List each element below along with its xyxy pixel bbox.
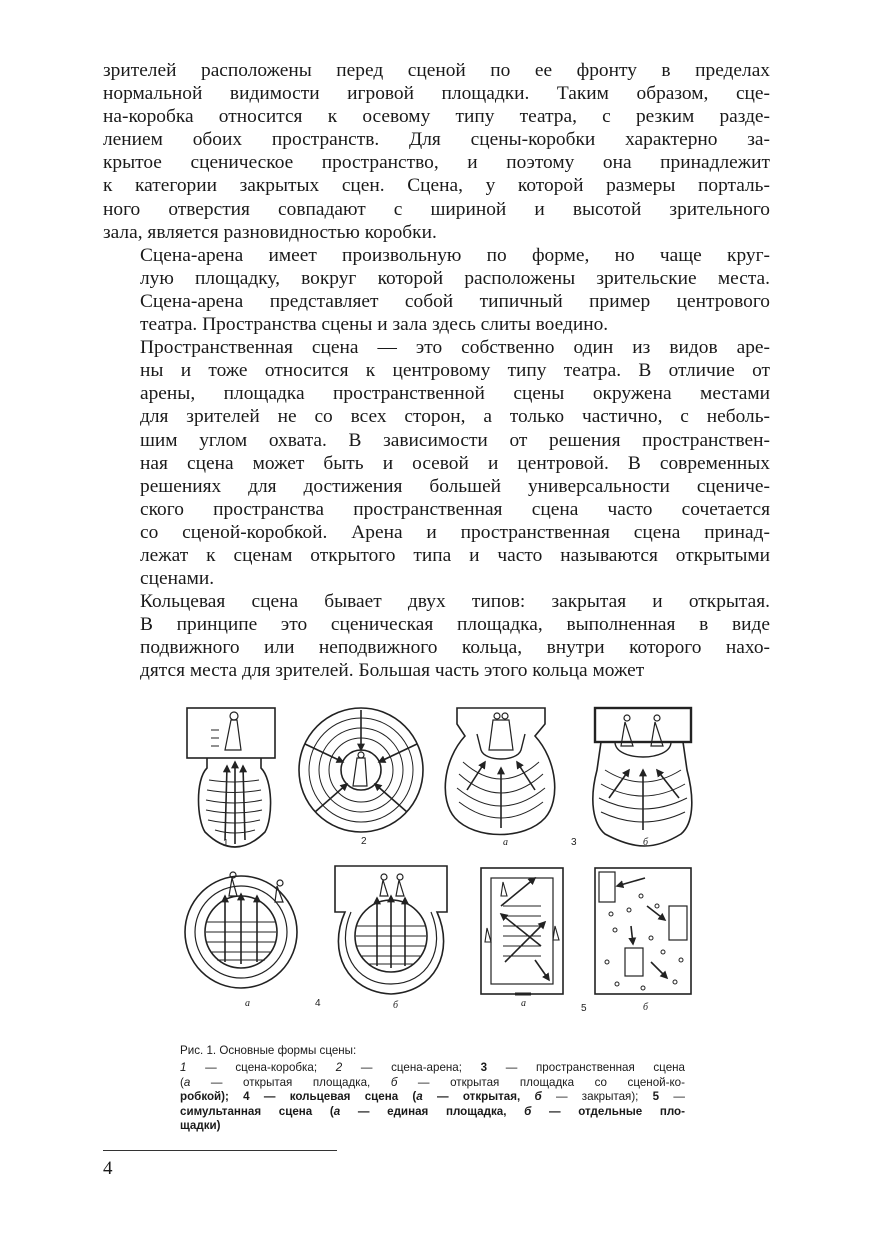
text-line: со сценой-коробкой. Арена и пространственная сцена принад- [140, 521, 770, 543]
text-line: к категории закрытых сцен. Сцена, у которой размеры порталь- [103, 175, 770, 197]
text-line: решениях для достижения большей универсальности сцениче- [140, 475, 770, 497]
paragraph-4 [103, 590, 770, 682]
paragraph-1 [103, 59, 770, 244]
label-diagram-5: 5 [581, 1003, 587, 1014]
text-line: нормальной видимости игровой площадки. Таким образом, сце- [103, 83, 770, 105]
text-line: зала, является разновидностью коробки. [103, 221, 437, 243]
diagram-4a-ring-open [185, 872, 297, 988]
body-text [103, 59, 770, 683]
text-line: ского пространства пространственная сцена часто сочетается [140, 498, 770, 520]
label-diagram-3: 3 [571, 837, 577, 848]
text-line: В принципе это сценическая площадка, выполненная в виде [140, 614, 770, 636]
diagram-5a-simultaneous-single [481, 868, 563, 994]
text-line: лую площадку, вокруг которой расположены зрительские места. [140, 267, 770, 289]
paragraph-2 [103, 244, 770, 336]
text-line: Пространственная сцена — это собственно один из видов аре- [140, 337, 770, 359]
caption-line-1: 1 — сцена-коробка; 2 — сцена-арена; 3 — пространственная сцена [180, 1061, 685, 1075]
diagram-3b-spatial-box [593, 708, 692, 846]
stage-diagrams [185, 700, 695, 1030]
diagram-4b-ring-closed [335, 866, 447, 994]
text-line: крытое сценическое пространство, и поэтому она принадлежит [103, 152, 770, 174]
label-diagram-3a: а [503, 837, 508, 848]
text-line: ны и тоже относится к центровому типу театра. В отличие от [140, 360, 770, 382]
text-line: сценами. [140, 568, 215, 590]
text-line: Сцена-арена имеет произвольную по форме, но чаще круг- [140, 244, 770, 266]
text-line: для зрителей не со всех сторон, а только частично, с неболь- [140, 406, 770, 428]
label-diagram-4a: а [245, 998, 250, 1009]
label-diagram-1: 1 [223, 838, 229, 849]
diagram-3a-spatial-open [445, 708, 554, 835]
label-diagram-5b: б [643, 1002, 649, 1013]
paragraph-3 [103, 336, 770, 590]
text-line: лежат к сценам открытого типа и часто называются открытыми [140, 544, 770, 566]
diagram-5b-simultaneous-separate [595, 868, 691, 994]
footnote-rule [103, 1150, 337, 1151]
text-line: Сцена-арена представляет собой типичный пример центрового [140, 290, 770, 312]
text-line: ная сцена может быть и осевой и центровой. В современных [140, 452, 770, 474]
diagram-1-box-stage [187, 708, 275, 847]
figure-stage-forms [185, 700, 695, 1030]
label-diagram-4b: б [393, 1000, 399, 1011]
label-diagram-5a: а [521, 998, 526, 1009]
caption-line-2: (а — открытая площадка, б — открытая площадка со сценой-ко- [180, 1075, 685, 1089]
text-line: лением обоих пространств. Для сцены-коробки характерно за- [103, 129, 770, 151]
text-line: подвижного или неподвижного кольца, внутри которого нахо- [140, 637, 770, 659]
caption-title: Рис. 1. Основные формы сцены: [180, 1044, 357, 1057]
text-line: ного отверстия совпадают с шириной и высотой зрительного [103, 198, 770, 220]
text-line: театра. Пространства сцены и зала здесь слиты воедино. [140, 314, 609, 336]
diagram-2-arena [299, 708, 423, 832]
label-diagram-2: 2 [361, 836, 367, 847]
caption-line-4: симультанная сцена (а — единая площадка, б — отдельные пло- [180, 1104, 685, 1118]
figure-caption [180, 1044, 685, 1133]
text-line: на-коробка относится к осевому типу театра, с резким разде- [103, 106, 770, 128]
text-line: Кольцевая сцена бывает двух типов: закрытая и открытая. [140, 591, 770, 613]
caption-line-5: щадки) [180, 1119, 221, 1133]
text-line: шим углом охвата. В зависимости от решения пространствен- [140, 429, 770, 451]
label-diagram-4: 4 [315, 998, 321, 1009]
text-line: арены, площадка пространственной сцены окружена местами [140, 383, 770, 405]
page-number: 4 [103, 1158, 113, 1179]
label-diagram-3b: б [643, 837, 649, 848]
text-line: дятся места для зрителей. Большая часть этого кольца может [140, 660, 645, 682]
text-line: зрителей расположены перед сценой по ее фронту в пределах [103, 60, 770, 81]
caption-line-3: робкой); 4 — кольцевая сцена (а — открытая, б — закрытая); 5 — [180, 1090, 685, 1104]
